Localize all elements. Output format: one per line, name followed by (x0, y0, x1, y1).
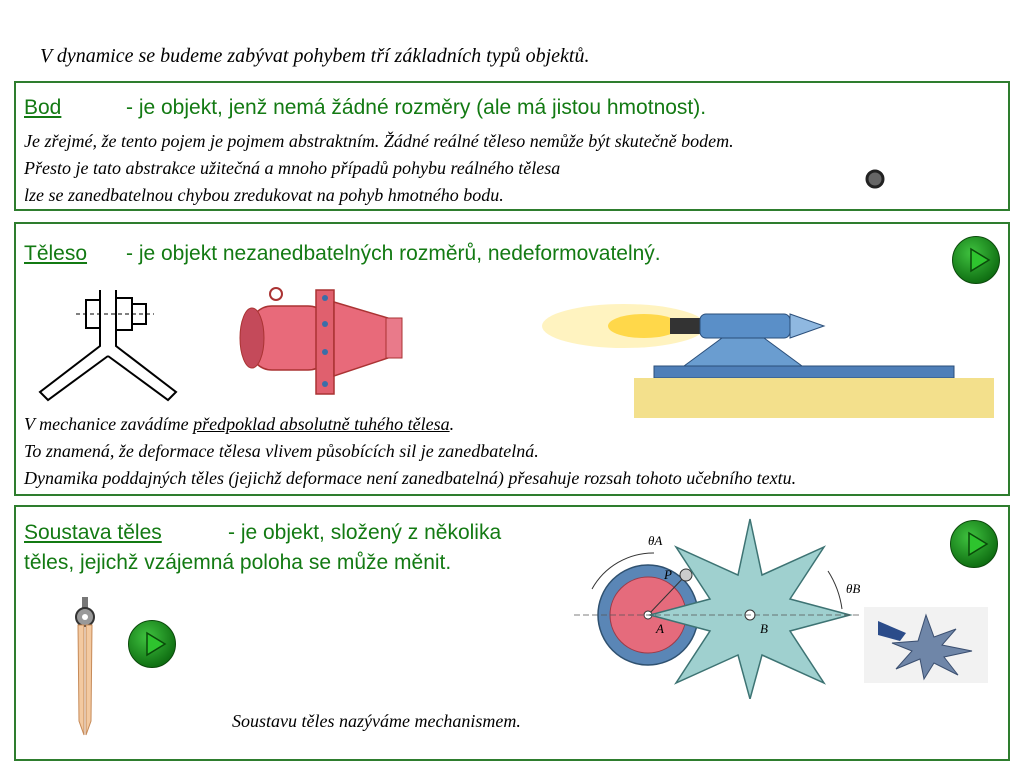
soustava-section (14, 505, 1010, 761)
bod-definition: - je objekt, jenž nemá žádné rozměry (ale má jistou hmotnost). (126, 96, 707, 119)
label-theta-a: θA (648, 533, 663, 548)
soustava-caption: Soustavu těles nazýváme mechanismem. (232, 711, 521, 731)
teleso-line-3: Dynamika poddajných těles (jejichž deformace není zanedbatelná) přesahuje rozsah tohoto učebního textu. (24, 468, 797, 488)
pipe-image (238, 284, 418, 400)
teleso-section (14, 222, 1010, 496)
play-icon (129, 621, 175, 667)
soustava-definition-1: - je objekt, složený z několika (228, 521, 502, 544)
teleso-line-1 (24, 414, 454, 435)
bracket-image (36, 280, 186, 402)
soustava-definition-2: těles, jejichž vzájemná poloha se může měnit. (24, 551, 452, 574)
bod-line-1: Je zřejmé, že tento pojem je pojmem abstraktním. Žádné reálné těleso nemůže být skutečně bodem. (24, 131, 734, 151)
teleso-line-2: To znamená, že deformace tělesa vlivem působících sil je zanedbatelná. (24, 441, 539, 461)
compass-image (70, 595, 102, 741)
rigid-body-assumption: předpoklad absolutně tuhého tělesa (193, 414, 450, 434)
rocket-image (534, 288, 996, 422)
mechanism-3d-thumbnail (864, 607, 988, 683)
bod-section (14, 81, 1010, 211)
label-theta-b: θB (846, 581, 861, 596)
teleso-line-1-end: . (449, 414, 455, 434)
bod-line-3: lze se zanedbatelnou chybou zredukovat na pohyb hmotného bodu. (24, 185, 504, 205)
point-dot-icon (864, 168, 886, 190)
teleso-definition: - je objekt nezanedbatelných rozměrů, nedeformovatelný. (126, 242, 661, 265)
teleso-line-1-text: V mechanice zavádíme (24, 414, 194, 434)
play-button-mechanism[interactable] (950, 520, 998, 568)
soustava-term: Soustava těles (24, 521, 162, 544)
intro-heading: V dynamice se budeme zabývat pohybem tří základních typů objektů. (40, 45, 590, 67)
bod-term: Bod (24, 96, 62, 119)
label-b: B (760, 621, 768, 636)
label-a: A (656, 621, 664, 636)
play-icon (953, 237, 999, 283)
geneva-mechanism-diagram (564, 513, 864, 699)
bod-line-2: Přesto je tato abstrakce užitečná a mnoho případů pohybu reálného tělesa (24, 158, 561, 178)
play-button-teleso[interactable] (952, 236, 1000, 284)
teleso-term: Těleso (24, 242, 88, 265)
label-p: P (664, 567, 672, 582)
play-button-compass[interactable] (128, 620, 176, 668)
play-icon (951, 521, 997, 567)
